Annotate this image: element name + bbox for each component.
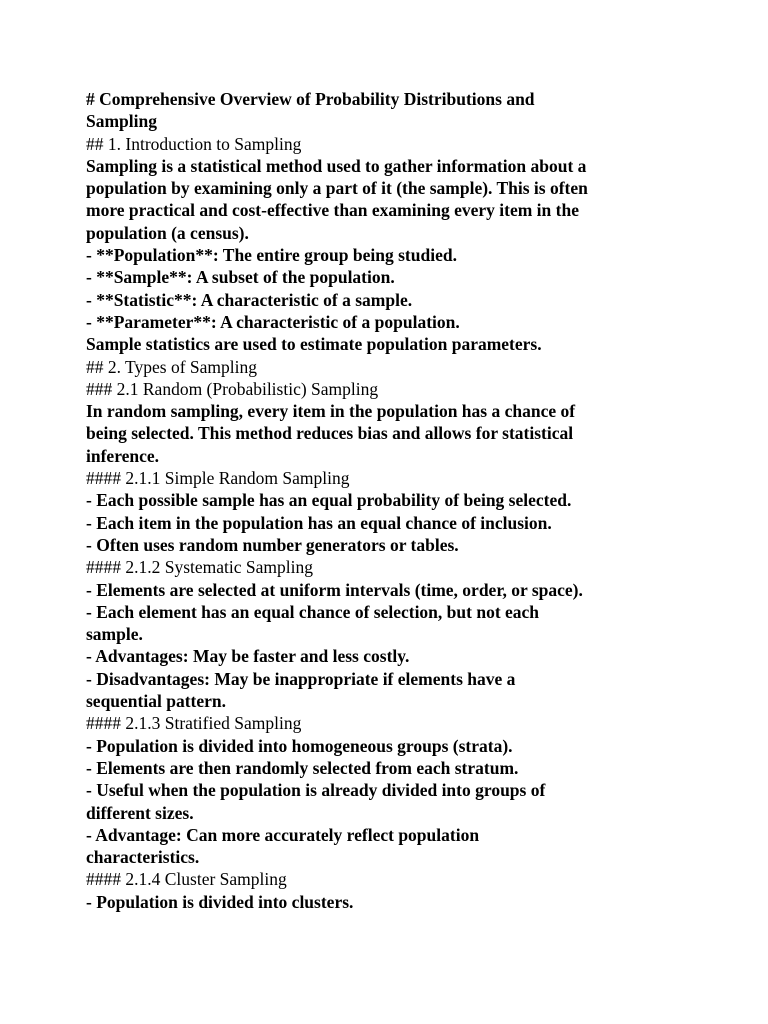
heading-systematic-sampling: #### 2.1.2 Systematic Sampling (86, 557, 314, 578)
systematic-item-4: - Disadvantages: May be inappropriate if elements have a (86, 668, 516, 689)
definition-population: - **Population**: The entire group being studied. (86, 245, 457, 266)
definition-sample: - **Sample**: A subset of the population. (86, 267, 395, 288)
simple-item-1: - Each possible sample has an equal probability of being selected. (86, 490, 572, 511)
definition-statistic: - **Statistic**: A characteristic of a sample. (86, 289, 413, 310)
estimate-sentence: Sample statistics are used to estimate population parameters. (86, 334, 542, 355)
heading-stratified-sampling: #### 2.1.3 Stratified Sampling (86, 713, 302, 734)
definition-parameter: - **Parameter**: A characteristic of a population. (86, 311, 460, 332)
stratified-item-4: - Advantage: Can more accurately reflect population (86, 824, 480, 845)
random-paragraph-line-1: In random sampling, every item in the population has a chance of (86, 401, 576, 422)
heading-simple-random-sampling: #### 2.1.1 Simple Random Sampling (86, 468, 350, 489)
cluster-item-1: - Population is divided into clusters. (86, 891, 354, 912)
systematic-item-3: - Advantages: May be faster and less costly. (86, 646, 410, 667)
heading-types-of-sampling: ## 2. Types of Sampling (86, 356, 258, 377)
random-paragraph-line-3: inference. (86, 445, 160, 466)
intro-paragraph-line-4: population (a census). (86, 222, 249, 243)
stratified-item-2: - Elements are then randomly selected from each stratum. (86, 757, 519, 778)
intro-paragraph-line-2: population by examining only a part of it (the sample). This is often (86, 178, 588, 199)
intro-paragraph-line-3: more practical and cost-effective than examining every item in the (86, 200, 579, 221)
intro-paragraph-line-1: Sampling is a statistical method used to gather information about a (86, 155, 587, 176)
document-title-line-2: Sampling (86, 111, 157, 132)
document-page (86, 88, 686, 913)
stratified-item-3: - Useful when the population is already divided into groups of (86, 780, 546, 801)
random-paragraph-line-2: being selected. This method reduces bias and allows for statistical (86, 423, 574, 444)
stratified-item-3-cont: different sizes. (86, 802, 194, 823)
systematic-item-4-cont: sequential pattern. (86, 691, 226, 712)
heading-introduction: ## 1. Introduction to Sampling (86, 133, 302, 154)
simple-item-3: - Often uses random number generators or tables. (86, 534, 459, 555)
systematic-item-2: - Each element has an equal chance of selection, but not each (86, 601, 540, 622)
systematic-item-2-cont: sample. (86, 624, 143, 645)
simple-item-2: - Each item in the population has an equal chance of inclusion. (86, 512, 552, 533)
systematic-item-1: - Elements are selected at uniform intervals (time, order, or space). (86, 579, 583, 600)
stratified-item-4-cont: characteristics. (86, 847, 200, 868)
stratified-item-1: - Population is divided into homogeneous groups (strata). (86, 735, 513, 756)
heading-random-sampling: ### 2.1 Random (Probabilistic) Sampling (86, 378, 379, 399)
heading-cluster-sampling: #### 2.1.4 Cluster Sampling (86, 869, 287, 890)
document-title-line-1: # Comprehensive Overview of Probability Distributions and (86, 89, 535, 109)
